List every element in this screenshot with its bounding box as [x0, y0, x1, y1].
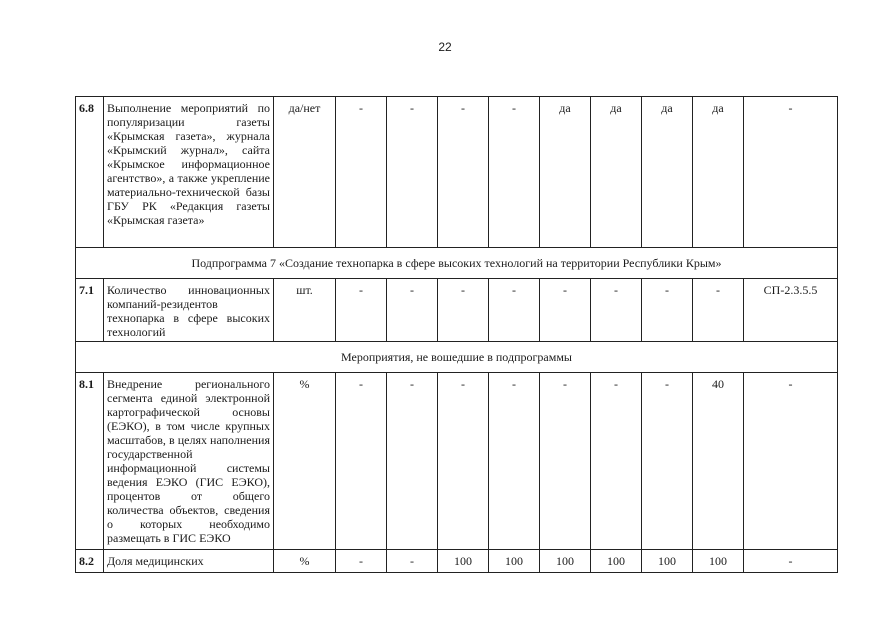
indicator-name: Выполнение мероприятий по популяризации газеты «Крымская газета», журнала «Крымский журнал», сайта «Крымское информационное агентство», а также укрепление материально-технической базы ГБУ РК «Редакция газеты «Крымская газета» — [104, 97, 274, 248]
value-cell: да — [642, 97, 693, 248]
note-cell: СП-2.3.5.5 — [744, 279, 838, 342]
unit-cell: % — [274, 550, 336, 573]
value-cell: - — [642, 279, 693, 342]
indicator-name: Внедрение регионального сегмента единой электронной картографической основы (ЕЭКО), в том числе крупных масштабов, в целях наполнения государственной информационной системы ведения ЕЭКО (ГИС ЕЭКО), процентов от общего количества объектов, сведения о которых необходимо размещать в ГИС ЕЭКО — [104, 373, 274, 550]
row-number: 8.2 — [76, 550, 104, 573]
indicator-name: Доля медицинских — [104, 550, 274, 573]
note-cell: - — [744, 97, 838, 248]
value-cell: 100 — [438, 550, 489, 573]
value-cell: - — [489, 97, 540, 248]
value-cell: - — [387, 279, 438, 342]
value-cell: 40 — [693, 373, 744, 550]
indicator-name: Количество инновационных компаний-резидентов технопарка в сфере высоких технологий — [104, 279, 274, 342]
value-cell: - — [642, 373, 693, 550]
value-cell: да — [693, 97, 744, 248]
value-cell: - — [387, 97, 438, 248]
row-number: 7.1 — [76, 279, 104, 342]
note-cell: - — [744, 550, 838, 573]
value-cell: - — [387, 550, 438, 573]
value-cell: - — [489, 279, 540, 342]
value-cell: - — [438, 373, 489, 550]
page-number: 22 — [438, 40, 452, 54]
value-cell: - — [591, 279, 642, 342]
value-cell: да — [591, 97, 642, 248]
value-cell: 100 — [540, 550, 591, 573]
value-cell: - — [336, 279, 387, 342]
row-number: 8.1 — [76, 373, 104, 550]
value-cell: 100 — [591, 550, 642, 573]
value-cell: 100 — [642, 550, 693, 573]
section-title: Мероприятия, не вошедшие в подпрограммы — [76, 342, 838, 373]
unit-cell: да/нет — [274, 97, 336, 248]
value-cell: - — [693, 279, 744, 342]
value-cell: да — [540, 97, 591, 248]
value-cell: - — [489, 373, 540, 550]
value-cell: 100 — [489, 550, 540, 573]
section-row-other-activities — [76, 342, 838, 373]
value-cell: - — [438, 279, 489, 342]
table-row-7-1 — [76, 279, 838, 342]
value-cell: - — [540, 373, 591, 550]
table-row-8-1 — [76, 373, 838, 550]
indicators-table — [75, 96, 838, 573]
unit-cell: шт. — [274, 279, 336, 342]
table-row-6-8 — [76, 97, 838, 248]
value-cell: - — [387, 373, 438, 550]
value-cell: - — [336, 373, 387, 550]
unit-cell: % — [274, 373, 336, 550]
value-cell: 100 — [693, 550, 744, 573]
value-cell: - — [591, 373, 642, 550]
value-cell: - — [438, 97, 489, 248]
note-cell: - — [744, 373, 838, 550]
section-title: Подпрограмма 7 «Создание технопарка в сфере высоких технологий на территории Республики Крым» — [76, 248, 838, 279]
section-row-subprogram-7 — [76, 248, 838, 279]
row-number: 6.8 — [76, 97, 104, 248]
value-cell: - — [336, 550, 387, 573]
table-row-8-2 — [76, 550, 838, 573]
value-cell: - — [540, 279, 591, 342]
value-cell: - — [336, 97, 387, 248]
